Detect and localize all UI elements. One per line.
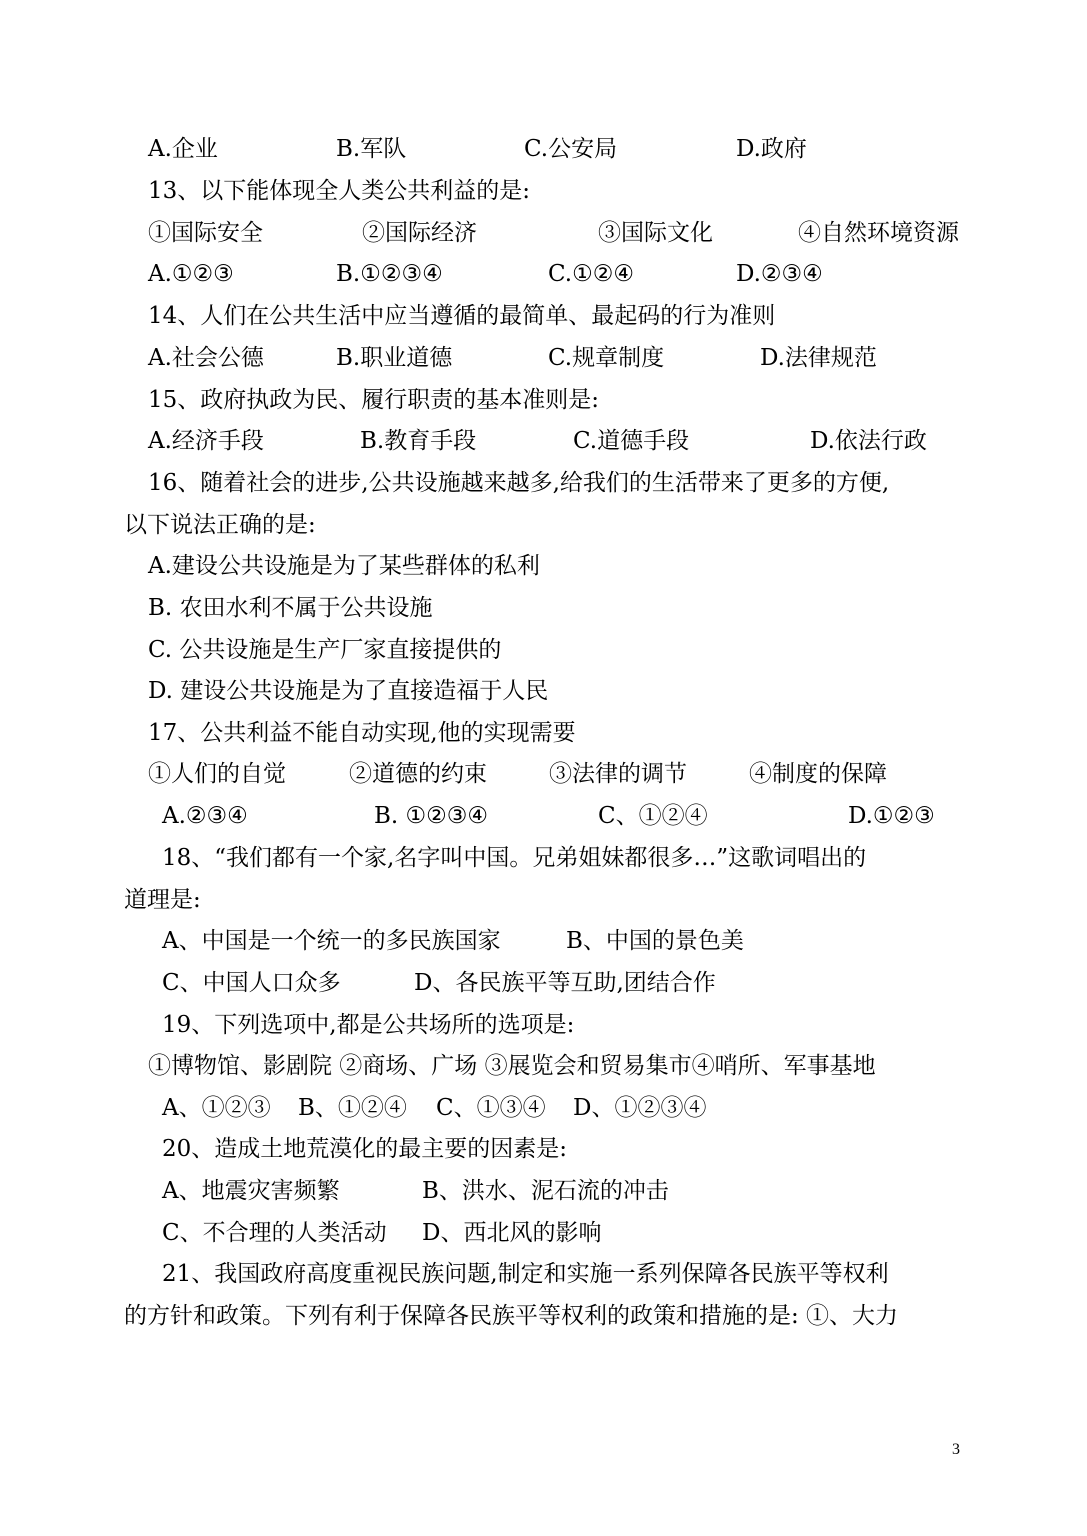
q18-option-b: B、中国的景色美 xyxy=(566,928,744,954)
q18-option-a: A、中国是一个统一的多民族国家 xyxy=(162,928,501,954)
q16-stem-line-2: 以下说法正确的是: xyxy=(124,512,316,538)
q16-option-a: A.建设公共设施是为了某些群体的私利 xyxy=(148,553,540,579)
q13-option-b: B.①②③④ xyxy=(336,261,443,287)
q20-option-c: C、不合理的人类活动 xyxy=(162,1220,387,1246)
q20-option-a: A、地震灾害频繁 xyxy=(162,1178,340,1204)
q18-option-c: C、中国人口众多 xyxy=(162,970,341,996)
q13-item-3: ③国际文化 xyxy=(598,220,713,246)
q17-item-4: ④制度的保障 xyxy=(749,761,887,787)
q15-option-d: D.依法行政 xyxy=(810,428,927,454)
q13-option-c: C.①②④ xyxy=(548,261,634,287)
q19-option-a: A、①②③ xyxy=(162,1095,271,1121)
q18-option-d: D、各民族平等互助,团结合作 xyxy=(414,970,716,996)
q14-option-d: D.法律规范 xyxy=(760,345,877,371)
q17-stem: 17、公共利益不能自动实现,他的实现需要 xyxy=(148,720,576,746)
q12-option-b: B.军队 xyxy=(336,136,407,162)
q19-items: ①博物馆、影剧院 ②商场、广场 ③展览会和贸易集市④哨所、军事基地 xyxy=(148,1053,876,1079)
q14-option-c: C.规章制度 xyxy=(548,345,665,371)
q15-option-c: C.道德手段 xyxy=(573,428,690,454)
q13-item-1: ①国际安全 xyxy=(148,220,263,246)
page-number: 3 xyxy=(952,1441,960,1458)
q13-option-d: D.②③④ xyxy=(736,261,823,287)
q14-option-a: A.社会公德 xyxy=(148,345,264,371)
q14-stem: 14、人们在公共生活中应当遵循的最简单、最起码的行为准则 xyxy=(148,303,776,329)
q19-option-c: C、①③④ xyxy=(436,1095,546,1121)
q14-option-b: B.职业道德 xyxy=(336,345,453,371)
q17-item-3: ③法律的调节 xyxy=(549,761,687,787)
q15-option-a: A.经济手段 xyxy=(148,428,264,454)
q16-stem-line-1: 16、随着社会的进步,公共设施越来越多,给我们的生活带来了更多的方便, xyxy=(148,470,890,496)
q16-option-c: C. 公共设施是生产厂家直接提供的 xyxy=(148,637,502,663)
q19-stem: 19、下列选项中,都是公共场所的选项是: xyxy=(162,1012,575,1038)
q17-item-2: ②道德的约束 xyxy=(349,761,487,787)
q17-option-b: B. ①②③④ xyxy=(374,803,489,829)
q12-option-d: D.政府 xyxy=(736,136,807,162)
q16-option-b: B. 农田水利不属于公共设施 xyxy=(148,595,433,621)
q21-stem-line-2: 的方针和政策。下列有利于保障各民族平等权利的政策和措施的是: ①、大力 xyxy=(124,1303,899,1329)
q13-item-4: ④自然环境资源 xyxy=(798,220,959,246)
q17-item-1: ①人们的自觉 xyxy=(148,761,286,787)
q18-stem-line-2: 道理是: xyxy=(124,887,201,913)
q13-stem: 13、以下能体现全人类公共利益的是: xyxy=(148,178,531,204)
q12-option-c: C.公安局 xyxy=(524,136,618,162)
q16-option-d: D. 建设公共设施是为了直接造福于人民 xyxy=(148,678,549,704)
q15-stem: 15、政府执政为民、履行职责的基本准则是: xyxy=(148,387,600,413)
q15-option-b: B.教育手段 xyxy=(360,428,477,454)
q21-stem-line-1: 21、我国政府高度重视民族问题,制定和实施一系列保障各民族平等权利 xyxy=(162,1261,889,1287)
q17-option-d: D.①②③ xyxy=(848,803,935,829)
q17-option-a: A.②③④ xyxy=(162,803,248,829)
q12-option-a: A.企业 xyxy=(148,136,218,162)
q20-stem: 20、造成土地荒漠化的最主要的因素是: xyxy=(162,1136,568,1162)
q17-option-c: C、①②④ xyxy=(598,803,708,829)
q13-option-a: A.①②③ xyxy=(148,261,234,287)
q20-option-b: B、洪水、泥石流的冲击 xyxy=(422,1178,669,1204)
q19-option-b: B、①②④ xyxy=(298,1095,407,1121)
q13-item-2: ②国际经济 xyxy=(362,220,477,246)
q20-option-d: D、西北风的影响 xyxy=(422,1220,602,1246)
q19-option-d: D、①②③④ xyxy=(573,1095,707,1121)
q18-stem-line-1: 18、“我们都有一个家,名字叫中国。兄弟姐妹都很多…”这歌词唱出的 xyxy=(162,845,867,871)
